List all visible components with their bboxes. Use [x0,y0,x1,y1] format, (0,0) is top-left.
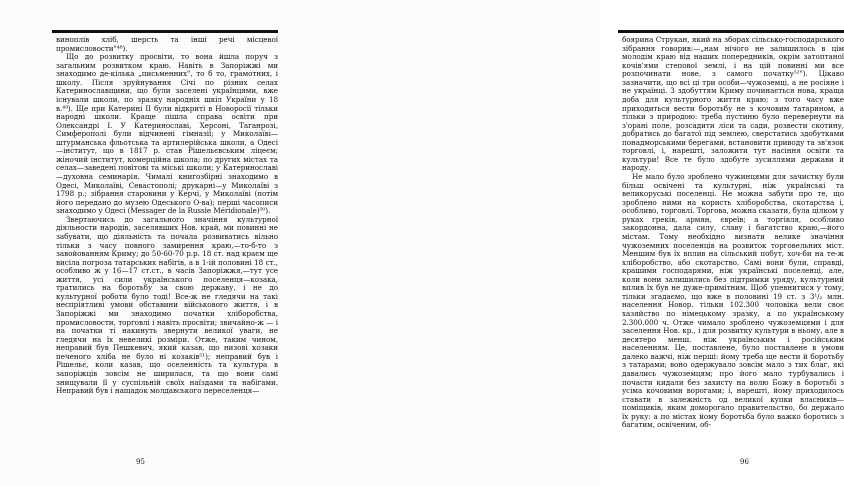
right-page-text [622,36,844,430]
paragraph: Не мало було зроблено чужинцями для зачистку були більш освічені та культурні, ніж українські та великоруські поселенці. Не можна забути про те, що зроблено ними на користь хліборобства, скотарства і, особливо, торговлі. Торгова, можна сказати, була цілком у руках греків, армян, євреїв; а торгівля, особливо закордонна, дала силу, славу і багатство краю,—його містам. Тому необхідно визнати велике значіння чужоземних поселенців на розвиток торговельних міст. Меншим був їх вплив на сільський побут, хоч-би на те-ж хліборобство, або скотарство. Самі вони були, справді, крашими господарями, ніж українські поселенці, але, коли вони залишились без підтримки уряду, культурний вплив їх був не дуже-примітним. Щоб упевнитися у тому, тільки згадаємо, що вже в половині 19 ст. з 3¹/₂ млн. населення Новор. тільки 102.300 чоловіка вели своє хазяйство по німецькому зразку, а по українському 2.300.000 ч. Отже чимало зроблено чужоземцями і для заселення Нов. кр., і для розвитку культури в ньому, але в десятеро менш, ніж українським і російським населенням. Це, поставлене, було поставлене в умови далеко важчі, ніж перші: йому треба ще вести й боротьбу з татарами; воно одержувало зовсім мало з тих благ, які давались чужоземцям; про його мало турбувались і почасти кидали без захисту на волю Божу в боротьбі з усіма кочовими ворогами; і, нарешті, йому приходилось ставати в залежність од великої купки власників—поміщиків, яким доморогало правительство, бо держало їх руку: а по містах йому боротьба було важко боротись з багатим, освіченим, об- [622,172,844,430]
right-page [300,0,844,486]
paragraph: Звертаючись до загального значіння культурної діяльности народів, заселявших Нов. край, ми повинні не забувати, що діяльність та почала розвиватись вільно тільки з часу повного замирення краю,—то-б-то з завойованням Криму; до 50-60-70 р.р. 18 ст. над краєм ще висіла погроза татарських набігів, а в 1-ій половині 18 ст., особливо ж у 16—17 ст.ст., в часів Запоріжжя,—тут усе життя, усі сили українського поселенця—козака, тратились на боротьбу за свою державу, і не до культурної роботи було тоді! Все-ж не гледячи на такі неспріятливі умови обставини військового життя, і в Запоріжжі ми знаходимо початки хліборобства, промисловости, торговлі і навіть просвіти; звичайно-ж — і на початки ті накинуть звернути великої уваги, не гледячи на їх невеликі розміри. Отже, таким чином, неправий був Пешкевич, який казав, що низові козаки печеного хліба не було ні козаків⁵¹); неправий був і Рішельє, коли казав, що оселенність та культура в запоріжців зовсім не ширилася, та що вони самі знищували її у суспільній своїх наїздами та набігами. Неправий був і нащадок молдавського переселенця— [56,214,278,396]
page-number: 95 [136,458,145,466]
paragraph: виноплів хліб, шерсть та інші речі місцевої промисловости"⁴⁸). [56,35,278,53]
left-page-text [56,36,278,396]
top-rule [52,30,278,33]
left-page [0,0,300,486]
page-number: 96 [740,458,749,466]
paragraph: Що до розвитку просвіти, то вона йшла поруч з загальним розвитком краю. Навіть в Запоріжжі ми знаходимо де-кілька „письменних", то б то, грамотних, і школу. Після зруйнування Січі по різних селах Катеринославщини, що були заселені українцями, вже існували школи, по зразку народніх шкіл України у 18 в.⁴⁹). Ще при Катерині II були відкриті в Новоросії тільки народні школи. Краще пішла справа освіти при Олександрі І. У Катеринославі, Херсоні, Таганрозі, Симферополі були відчинені гімназії; у Миколаїві—штурманська фльотська та артилерійська школи, а Одесі—інститут, що в 1817 р. став Рішельєвським ліцеєм; жіночий інститут, комерційна школа; по других містах та селах—заведені повітові та міські школи; у Катеринославі—духовна семинарія. Чималі книгозбірні знаходимо в Одесі, Миколаїві, Севастополі; друкарні—у Миколаїві з 1798 р.; зібрання старовини у Керчі, у Миколаїві (потім його передано до музею Одеського О-ва); перші часописи знаходимо у Одесі (Messager de la Russie Méridionale)⁵⁰). [56,52,278,216]
top-rule [618,30,844,33]
paragraph: боярина Струкан, який на зборах сільсько-господарського зібрання говорив:—„нам нічого не залишилось в цім молодім краю від наших попередників, окрім затоптаної кочів'ями степової землі, і на цій повинні ми все розпочинати нове, з самого початку⁵²"). Цікаво зазначити, що всі ці три особи—чужоземці, а не росіяне і не українці. З здобуттям Криму починається нова, краща доба для культурного життя краю; з того часу вже приходиться вести боротьбу не з кочовим татарином, а тільки з природою: треба пустиню було перевернути на з'орані поле, розсадити ліси та сади, розвести скотину, добратись до багатої під землею, сверстатись здобутками понадморськими берегами, встановити приводу та зв'язок торговлі, і, нарешті, заложити тут насіння освіти та культури! Все те було здобуте зусиллями держави й народу. [622,35,844,173]
